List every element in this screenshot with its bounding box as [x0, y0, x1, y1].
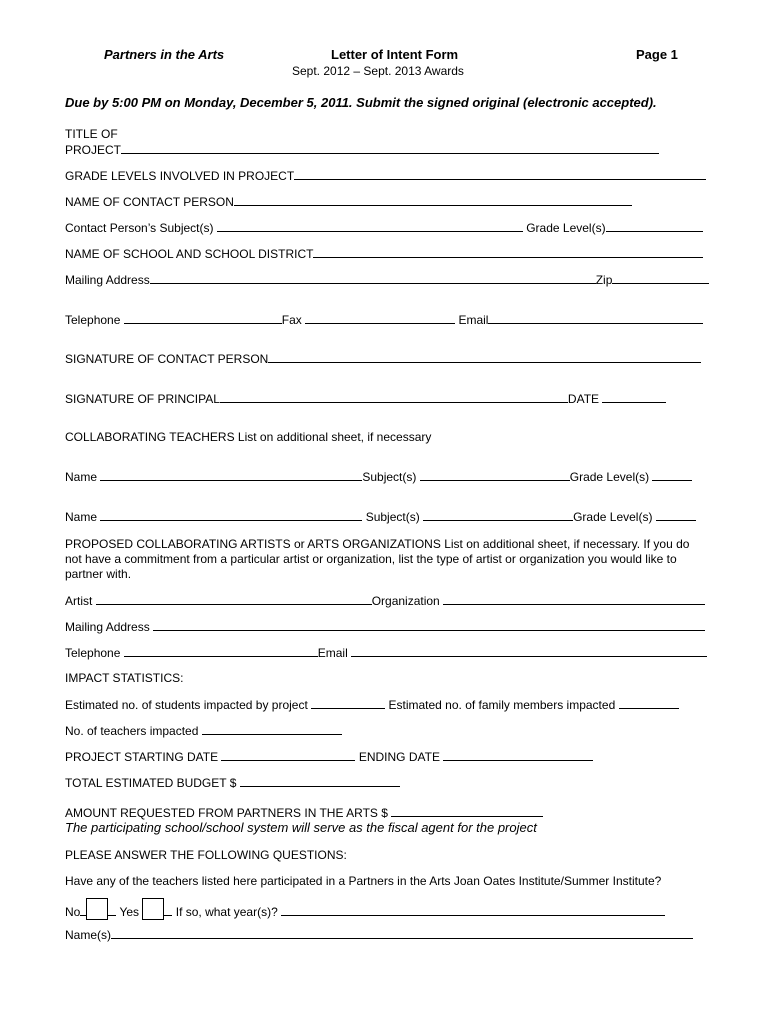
telephone-label: Telephone — [65, 313, 121, 327]
yes-underline-right — [164, 904, 172, 916]
form-title: Letter of Intent Form — [331, 47, 459, 62]
page-number: Page 1 — [636, 47, 678, 62]
amount-requested-field[interactable] — [391, 805, 543, 817]
teacher2-name-label: Name — [65, 510, 98, 524]
title-label-line2: PROJECT — [65, 143, 122, 157]
sig-contact-label: SIGNATURE OF CONTACT PERSON — [65, 352, 269, 366]
sig-principal-label: SIGNATURE OF PRINCIPAL — [65, 392, 220, 406]
organization-label: Organization — [371, 594, 440, 608]
teacher1-name-label: Name — [65, 470, 98, 484]
fax-field[interactable] — [305, 312, 455, 324]
award-period: Sept. 2012 – Sept. 2013 Awards — [292, 64, 464, 78]
teacher1-name-field[interactable] — [100, 469, 362, 481]
email-label: Email — [458, 313, 489, 327]
grade-levels-field[interactable] — [294, 168, 706, 180]
est-students-label: Estimated no. of students impacted by project — [65, 698, 308, 712]
yes-label: Yes — [119, 905, 140, 919]
project-title-field[interactable] — [121, 142, 659, 154]
no-teachers-label: No. of teachers impacted — [65, 724, 199, 738]
no-checkbox[interactable] — [86, 898, 108, 920]
no-label: No — [65, 905, 81, 919]
artist-label: Artist — [65, 594, 93, 608]
teacher2-grade-label: Grade Level(s) — [573, 510, 653, 524]
contact-name-field[interactable] — [234, 194, 632, 206]
end-date-field[interactable] — [443, 749, 593, 761]
contact-grade-field[interactable] — [606, 220, 703, 232]
contact-subjects-label: Contact Person’s Subject(s) — [65, 221, 214, 235]
due-notice: Due by 5:00 PM on Monday, December 5, 2011. Submit the signed original (electronic accepted). — [65, 95, 657, 110]
no-underline-right — [108, 904, 116, 916]
teacher2-name-field[interactable] — [100, 509, 362, 521]
sig-contact-field[interactable] — [268, 351, 701, 363]
fax-label: Fax — [281, 313, 302, 327]
teacher1-grade-label: Grade Level(s) — [569, 470, 650, 484]
zip-label: Zip — [595, 273, 613, 287]
teacher2-grade-field[interactable] — [656, 509, 696, 521]
impact-heading: IMPACT STATISTICS: — [65, 671, 184, 685]
teacher1-subjects-label: Subject(s) — [362, 470, 417, 484]
artist-email-field[interactable] — [351, 645, 707, 657]
email-field[interactable] — [488, 312, 703, 324]
no-teachers-field[interactable] — [202, 723, 342, 735]
collab-teachers-label: COLLABORATING TEACHERS List on additional sheet, if necessary — [65, 430, 432, 444]
amount-requested-label: AMOUNT REQUESTED FROM PARTNERS IN THE ARTS $ — [65, 806, 388, 820]
mailing-address-label: Mailing Address — [65, 273, 150, 287]
if-so-label: If so, what year(s)? — [175, 905, 278, 919]
mailing-address-field[interactable] — [150, 272, 596, 284]
artist-telephone-label: Telephone — [65, 646, 121, 660]
answer-questions-heading: PLEASE ANSWER THE FOLLOWING QUESTIONS: — [65, 848, 347, 862]
teacher1-grade-field[interactable] — [652, 469, 692, 481]
teacher2-subjects-field[interactable] — [423, 509, 573, 521]
contact-grade-label: Grade Level(s) — [526, 221, 606, 235]
budget-label: TOTAL ESTIMATED BUDGET $ — [65, 776, 237, 790]
school-name-field[interactable] — [313, 246, 703, 258]
artist-email-label: Email — [317, 646, 348, 660]
yes-checkbox[interactable] — [142, 898, 164, 920]
date-label: DATE — [567, 392, 600, 406]
est-students-field[interactable] — [311, 697, 385, 709]
school-name-label: NAME OF SCHOOL AND SCHOOL DISTRICT — [65, 247, 314, 261]
contact-subjects-field[interactable] — [217, 220, 523, 232]
artist-address-label: Mailing Address — [65, 620, 150, 634]
years-field[interactable] — [281, 904, 665, 916]
contact-name-label: NAME OF CONTACT PERSON — [65, 195, 234, 209]
artist-address-field[interactable] — [153, 619, 705, 631]
sig-principal-field[interactable] — [220, 391, 568, 403]
org-name: Partners in the Arts — [104, 47, 225, 62]
title-label-line1: TITLE OF — [65, 127, 118, 141]
proposed-artists-instructions: PROPOSED COLLABORATING ARTISTS or ARTS ORGANIZATIONS List on additional sheet, if necessary. If you do not have a commitment from a particular artist or organization, list the type of artist or organization you would like to partner with. — [65, 537, 690, 581]
artist-field[interactable] — [96, 593, 372, 605]
est-family-label: Estimated no. of family members impacted — [388, 698, 616, 712]
date-field[interactable] — [602, 391, 666, 403]
end-date-label: ENDING DATE — [358, 750, 440, 764]
fiscal-agent-note: The participating school/school system will serve as the fiscal agent for the project — [65, 820, 537, 835]
telephone-field[interactable] — [124, 312, 282, 324]
start-date-field[interactable] — [221, 749, 355, 761]
organization-field[interactable] — [443, 593, 705, 605]
names-label: Name(s) — [65, 928, 112, 942]
budget-field[interactable] — [240, 775, 400, 787]
names-field[interactable] — [111, 927, 693, 939]
est-family-field[interactable] — [619, 697, 679, 709]
teacher1-subjects-field[interactable] — [420, 469, 570, 481]
start-date-label: PROJECT STARTING DATE — [65, 750, 219, 764]
institute-question: Have any of the teachers listed here participated in a Partners in the Arts Joan Oates Institute/Summer Institute? — [65, 874, 662, 888]
grade-levels-label: GRADE LEVELS INVOLVED IN PROJECT — [65, 169, 295, 183]
artist-telephone-field[interactable] — [124, 645, 318, 657]
zip-field[interactable] — [612, 272, 709, 284]
teacher2-subjects-label: Subject(s) — [365, 510, 420, 524]
